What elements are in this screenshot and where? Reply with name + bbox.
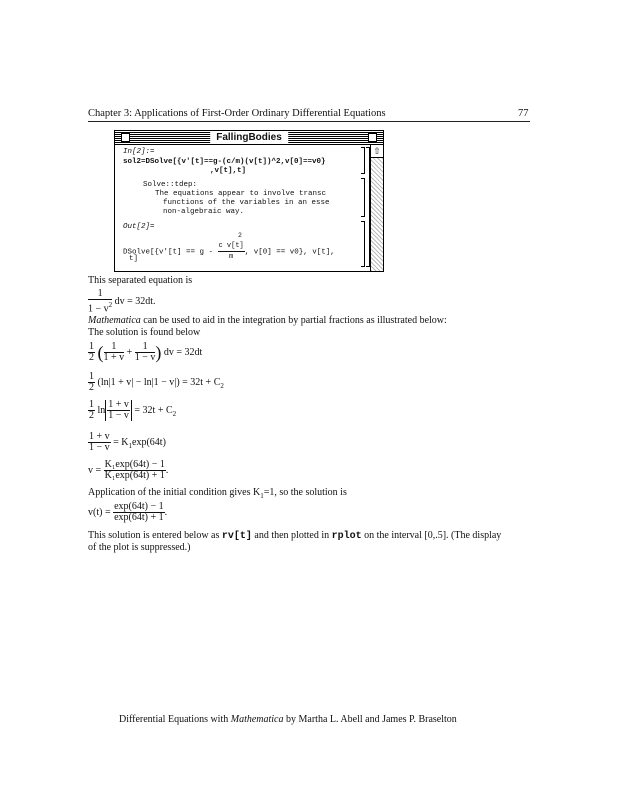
eq2-open-paren: ( <box>97 342 104 363</box>
equation-log-ratio <box>88 400 176 421</box>
p4-a: Application of the initial condition gives K <box>88 487 261 498</box>
eq5-sub: 1 <box>128 441 133 450</box>
eq7-lhs: v(t) = <box>88 506 111 518</box>
eq7-dot: . <box>164 506 168 518</box>
eq6-dot: . <box>165 464 169 476</box>
message-cell-bracket[interactable] <box>361 178 365 217</box>
eq4-half-num: 1 <box>89 399 94 410</box>
paragraph-solution-found: The solution is found below <box>88 327 201 338</box>
footer-prefix: Differential Equations with <box>119 714 231 725</box>
equation-final-solution <box>88 502 167 523</box>
footer-suffix: by Martha L. Abell and James P. Braselton <box>283 714 457 725</box>
eq1-den-wrap <box>88 300 112 314</box>
close-box-icon[interactable] <box>121 133 130 142</box>
equation-v-solution <box>88 460 168 481</box>
output-cell-bracket[interactable] <box>361 221 365 267</box>
eq2-a-num: 1 <box>104 342 125 353</box>
eq4-half-den: 2 <box>89 410 94 421</box>
eq5-tail: exp(64t) <box>132 436 166 448</box>
message-line-2: The equations appear to involve transc <box>155 190 327 198</box>
eq6-den: K₁exp(64t) + 1 <box>104 470 165 481</box>
eq3-rest: (ln|1 + v| − ln|1 − v|) = 32t + C <box>97 376 221 388</box>
eq2-half <box>88 342 95 363</box>
eq2-plus: + <box>126 346 133 358</box>
output-fraction <box>218 241 245 262</box>
eq2-b-num: 1 <box>135 342 156 353</box>
message-line-3: functions of the variables in an esse <box>163 199 330 207</box>
eq5-num: 1 + v <box>89 431 110 442</box>
eq2-half-num: 1 <box>89 341 94 352</box>
notebook-window <box>114 130 384 272</box>
eq4-den: 1 − v <box>108 410 129 421</box>
equation-exp-form <box>88 432 166 453</box>
paragraph-mathematica <box>88 315 447 327</box>
input-line-2[interactable]: ,v[t],t] <box>210 167 247 175</box>
output-exponent: 2 <box>238 232 242 239</box>
eq4-num: 1 + v <box>108 399 129 410</box>
input-line-1[interactable]: sol2=DSolve[{v'[t]==g-(c/m)(v[t])^2,v[0]==v0} <box>123 158 326 166</box>
equation-partial-fractions <box>88 342 202 363</box>
eq4-sub: 2 <box>172 409 177 418</box>
code-rplot: rplot <box>331 531 362 542</box>
output-label: Out[2]= <box>123 223 155 231</box>
eq5-rest: = K <box>113 436 129 448</box>
eq4-half <box>88 400 95 421</box>
vertical-scrollbar[interactable] <box>370 145 383 271</box>
zoom-box-icon[interactable] <box>368 133 377 142</box>
eq5-den: 1 − v <box>89 442 110 453</box>
output-line-1b: , v[0] == v0}, v[t], <box>244 248 335 257</box>
paragraph-separated-equation: This separated equation is <box>88 275 193 286</box>
paragraph-mathematica-rest: can be used to aid in the integration by partial fractions as illustrated below: <box>140 315 447 326</box>
eq1-rest: dv = 32dt. <box>114 295 156 307</box>
p5-a: This solution is entered below as <box>88 530 222 541</box>
p5-b: and then plotted in <box>251 530 332 541</box>
group-cell-bracket[interactable] <box>366 147 370 267</box>
output-line-1-text: DSolve[{v'[t] == g - <box>123 248 218 257</box>
output-fraction-den: m <box>229 253 234 261</box>
message-line-1: Solve::tdep: <box>143 181 198 189</box>
output-fraction-num: c v[t] <box>218 242 244 250</box>
eq7-den: exp(64t) + 1 <box>114 512 164 523</box>
eq2-b <box>135 342 156 363</box>
scroll-up-arrow-icon[interactable]: ⇧ <box>370 145 383 158</box>
window-titlebar[interactable] <box>115 131 383 145</box>
input-cell-bracket[interactable] <box>361 147 365 174</box>
eq2-close-paren: ) <box>155 342 162 363</box>
eq3-half <box>88 372 95 393</box>
eq2-a <box>104 342 125 363</box>
footer-italic: Mathematica <box>230 714 284 725</box>
page-footer <box>119 714 457 725</box>
eq6-lhs: v = <box>88 464 102 476</box>
window-title: FallingBodies <box>210 131 288 144</box>
paragraph-plot-suppressed: of the plot is suppressed.) <box>88 542 191 553</box>
eq5-fraction <box>88 432 111 453</box>
equation-log-integral <box>88 372 224 393</box>
eq7-num: exp(64t) − 1 <box>114 501 164 512</box>
eq6-fraction <box>104 460 166 481</box>
code-rv-t: rv[t] <box>221 531 252 542</box>
eq1-fraction <box>88 289 112 314</box>
eq7-fraction <box>113 502 165 523</box>
eq2-rest: dv = 32dt <box>163 346 203 358</box>
eq3-sub: 2 <box>220 381 224 390</box>
eq1-den: 1 − v <box>88 303 109 315</box>
eq2-a-den: 1 + v <box>103 352 125 363</box>
mathematica-italic: Mathematica <box>88 315 141 326</box>
eq4-fraction <box>107 400 130 421</box>
eq1-den-sup: 2 <box>108 301 113 309</box>
eq3-half-num: 1 <box>89 371 94 382</box>
eq4-ln: ln <box>97 404 106 416</box>
p4-b: =1, so the solution is <box>263 487 347 498</box>
header-rule <box>88 121 530 122</box>
page-number: 77 <box>518 108 529 119</box>
eq1-num: 1 <box>88 289 112 300</box>
p4-sub: 1 <box>260 492 264 500</box>
output-line-1 <box>123 241 335 262</box>
eq4-rest: = 32t + C <box>134 404 173 416</box>
eq6-num: K₁exp(64t) − 1 <box>104 459 165 470</box>
message-line-4: non-algebraic way. <box>163 208 245 216</box>
p5-c: on the interval [0,.5]. (The display <box>361 530 502 541</box>
eq2-b-den: 1 − v <box>134 352 156 363</box>
eq4-abs <box>105 400 132 421</box>
paragraph-initial-condition <box>88 487 347 502</box>
equation-separated <box>88 289 156 314</box>
output-line-2: t] <box>129 255 139 263</box>
chapter-header: Chapter 3: Applications of First-Order Ordinary Differential Equations <box>88 108 386 119</box>
input-label: In[2]:= <box>123 148 155 156</box>
eq2-half-den: 2 <box>89 352 94 363</box>
eq3-half-den: 2 <box>89 382 94 393</box>
